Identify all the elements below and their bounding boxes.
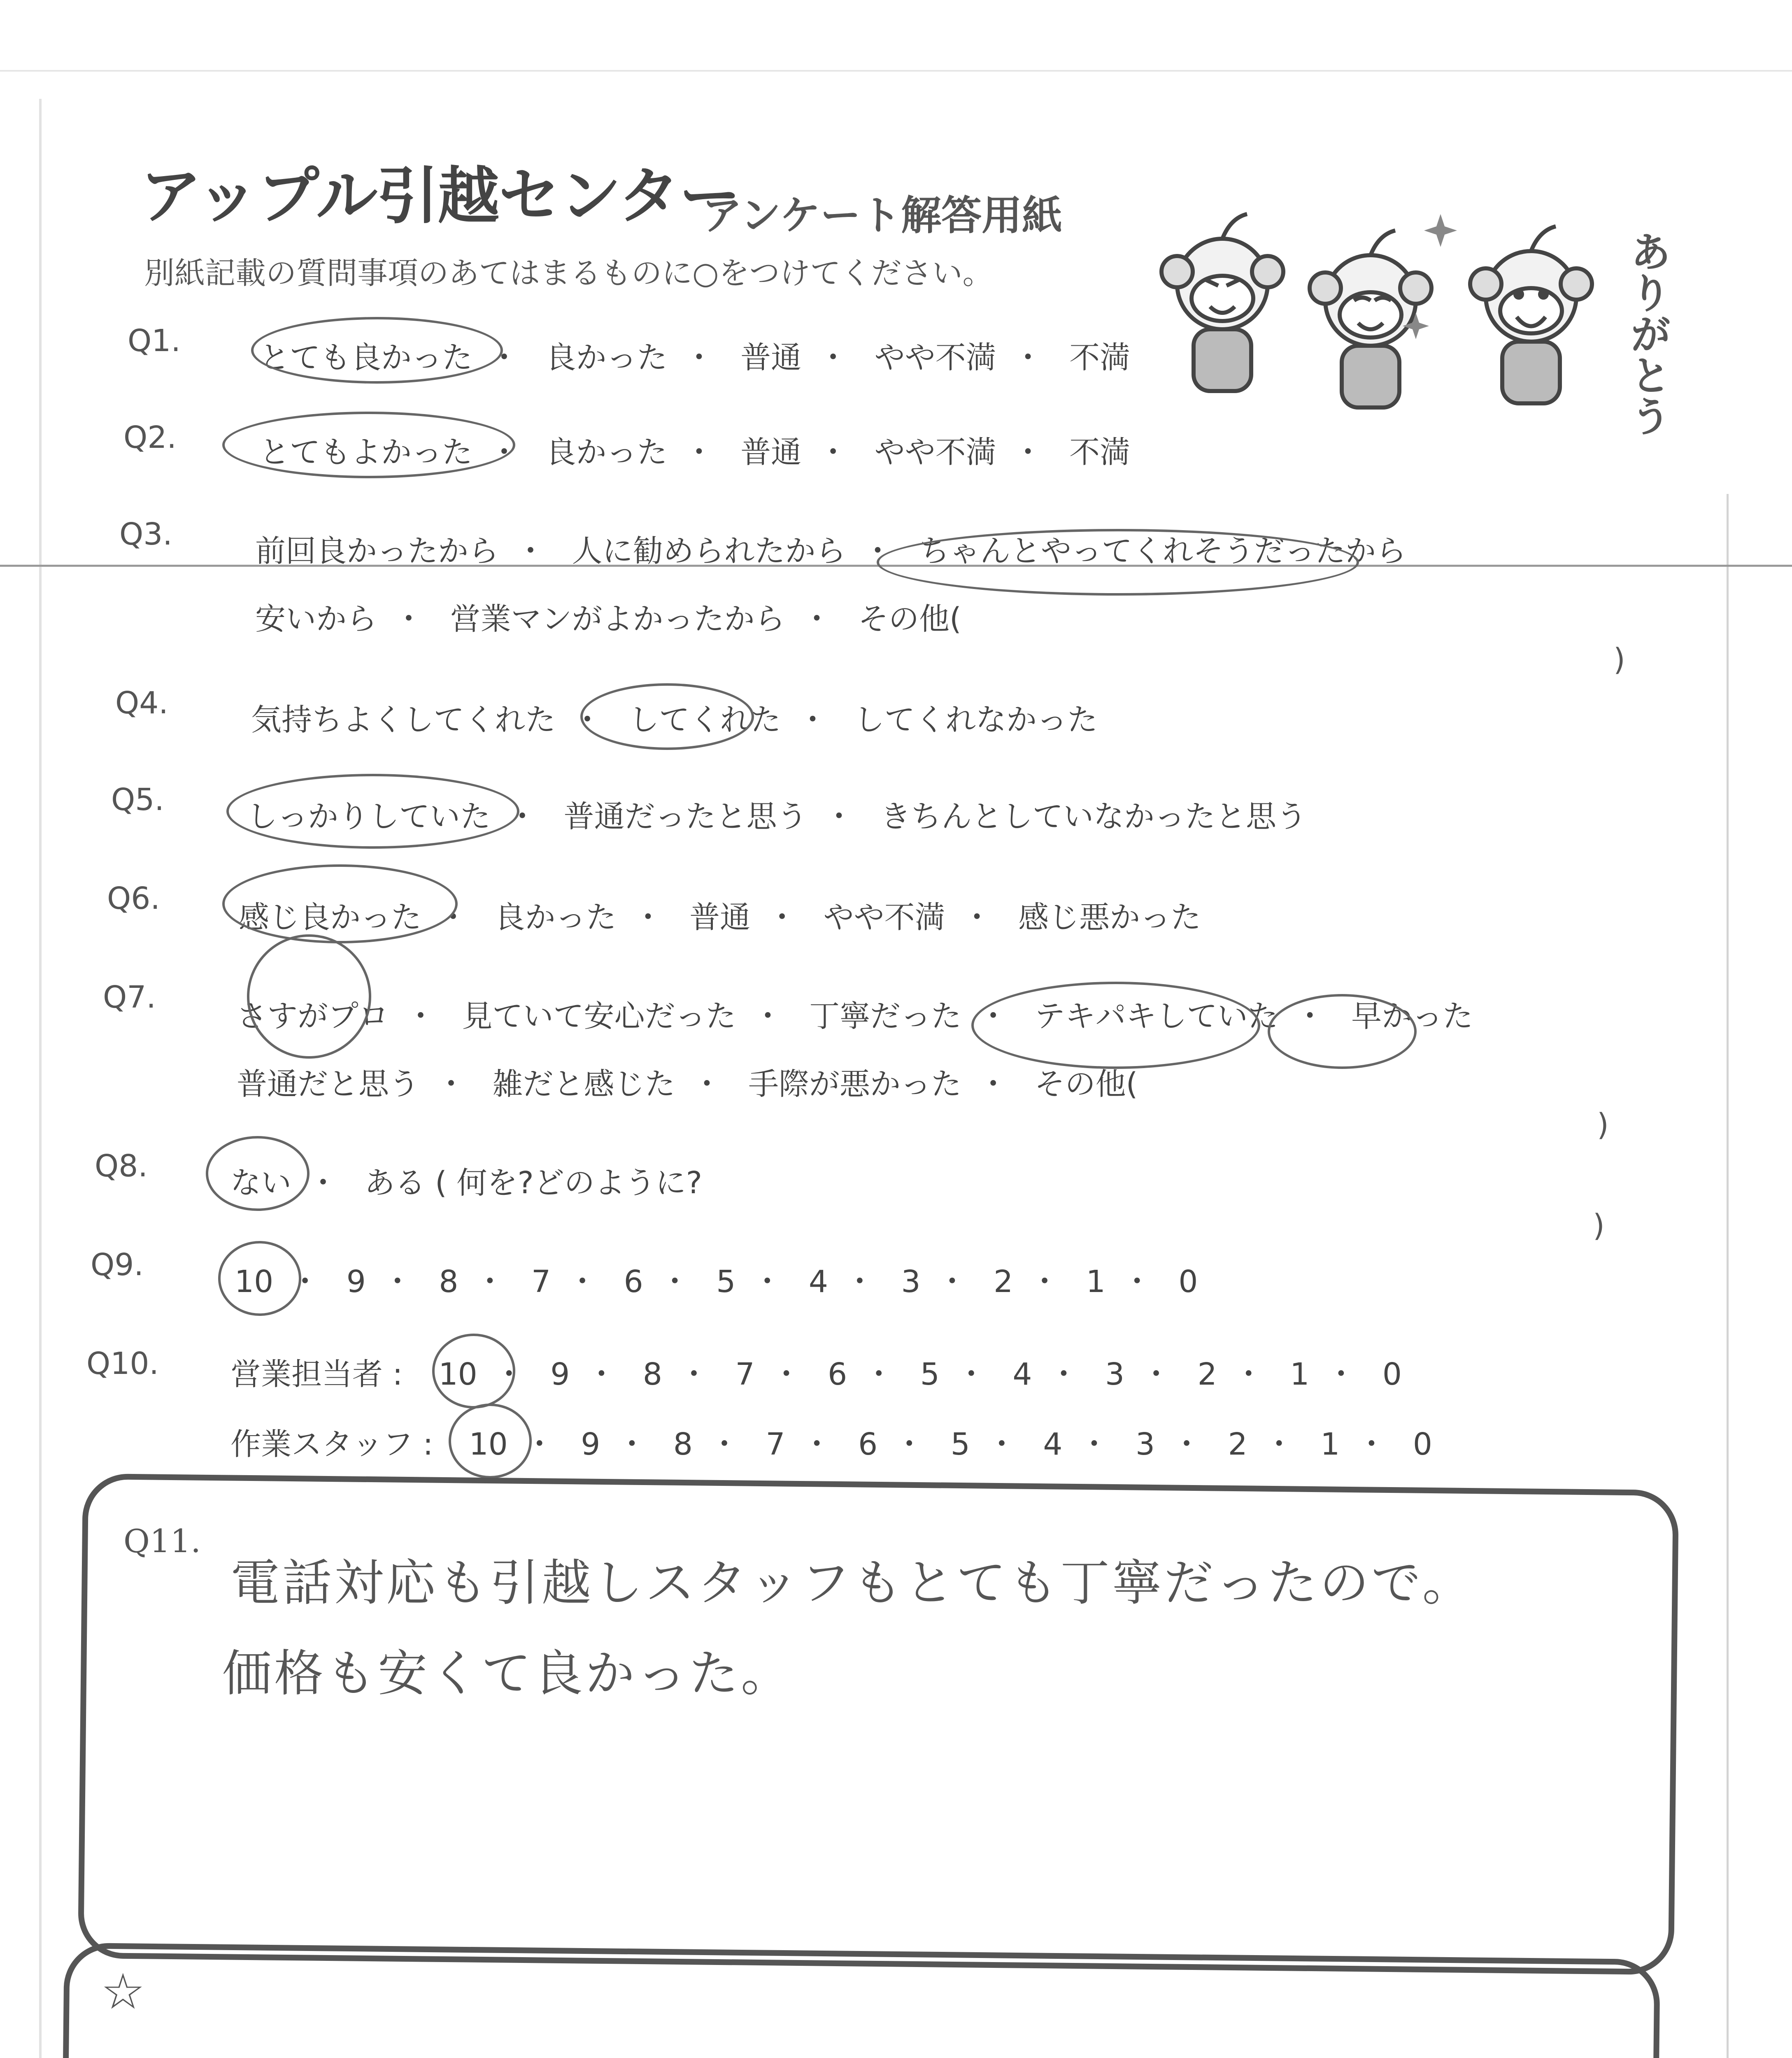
q7-option[interactable]: 普通だと思う — [237, 1066, 419, 1102]
q5-selected-circle — [226, 774, 519, 849]
q1-options: とても良かった ・ 良かった ・ 普通 ・ やや不満 ・ 不満 — [259, 333, 1130, 377]
q3-option[interactable]: 前回良かったから — [255, 533, 499, 569]
q10-sales-score[interactable]: 0 — [1382, 1357, 1402, 1392]
q1-option[interactable]: とても良かった — [259, 340, 472, 375]
q10-staff-score[interactable]: 3 — [1135, 1427, 1155, 1462]
q9-score[interactable]: 6 — [624, 1264, 643, 1299]
q9-scale: 10 ・ 9 ・ 8 ・ 7 ・ 6 ・ 5 ・ 4 ・ 3 ・ 2 ・ 1 ・ 0 — [235, 1264, 1198, 1299]
q9-score[interactable]: 7 — [531, 1264, 551, 1299]
q4-options: 気持ちよくしてくれた ・ してくれた ・ してくれなかった — [251, 696, 1098, 739]
q7-option[interactable]: さすがプロ — [237, 999, 389, 1034]
q2-option[interactable]: 不満 — [1069, 435, 1131, 470]
q3-option[interactable]: 安いから — [255, 601, 377, 637]
q9-score[interactable]: 5 — [716, 1264, 736, 1299]
q6-selected-circle — [222, 864, 458, 943]
q7-option[interactable]: テキパキしていた — [1034, 999, 1278, 1034]
q9-label: Q9. — [91, 1247, 144, 1283]
q5-option[interactable]: きちんとしていなかったと思う — [880, 799, 1307, 834]
q7-label: Q7. — [103, 980, 156, 1015]
q6-option[interactable]: 普通 — [689, 900, 751, 935]
q10-sales-score[interactable]: 5 — [920, 1357, 940, 1392]
q10-staff-score[interactable]: 4 — [1043, 1427, 1063, 1462]
q8-label: Q8. — [95, 1148, 148, 1184]
q11-label: Q11. — [123, 1523, 201, 1560]
q10-staff-selected-circle — [449, 1404, 532, 1478]
q1-option[interactable]: 不満 — [1069, 340, 1131, 375]
q7-option[interactable]: 丁寧だった — [809, 999, 962, 1034]
q5-option[interactable]: しっかりしていた — [247, 799, 491, 834]
q9-score[interactable]: 1 — [1086, 1264, 1105, 1299]
q10-staff-score[interactable]: 7 — [766, 1427, 785, 1462]
q10-staff-score[interactable]: 6 — [858, 1427, 878, 1462]
q10-sales-label: 営業担当者 : — [230, 1357, 403, 1392]
q6-option[interactable]: 良かった — [494, 900, 617, 935]
q4-label: Q4. — [115, 685, 168, 721]
q8-option[interactable]: ない — [230, 1165, 291, 1201]
q3-label: Q3. — [119, 517, 172, 552]
q10-sales-score[interactable]: 8 — [642, 1357, 662, 1392]
q11-comment-line1: 電話対応も引越しスタッフもとても丁寧だったので。 — [230, 1555, 1474, 1612]
q1-option[interactable]: 良かった — [545, 340, 668, 375]
q2-options: とてもよかった ・ 良かった ・ 普通 ・ やや不満 ・ 不満 — [259, 428, 1130, 472]
q4-option[interactable]: してくれなかった — [854, 702, 1098, 738]
q9-score[interactable]: 4 — [808, 1264, 828, 1299]
q10-staff-score[interactable]: 9 — [581, 1427, 600, 1462]
q6-options: 感じ良かった ・ 良かった ・ 普通 ・ やや不満 ・ 感じ悪かった — [239, 893, 1201, 937]
q10-sales-score[interactable]: 1 — [1290, 1357, 1310, 1392]
q10-sales-score[interactable]: 7 — [735, 1357, 755, 1392]
q4-option[interactable]: してくれた — [628, 702, 781, 738]
q3-selected-circle — [877, 529, 1359, 596]
q9-score[interactable]: 9 — [346, 1264, 366, 1299]
q10-label: Q10. — [86, 1346, 159, 1381]
q7-selected-circle-tekipaki — [971, 982, 1260, 1069]
q2-selected-circle — [222, 412, 515, 478]
q1-option[interactable]: やや不満 — [874, 340, 996, 375]
company-title: アップル引越センター — [140, 161, 740, 232]
q10-staff-label: 作業スタッフ : — [230, 1427, 433, 1462]
monkey-mascots-icon — [1144, 189, 1638, 420]
q7-option[interactable]: その他( — [1034, 1066, 1138, 1102]
q6-label: Q6. — [107, 881, 160, 916]
q5-options: しっかりしていた ・ 普通だったと思う ・ きちんとしていなかったと思う — [247, 792, 1307, 836]
q10-staff-score[interactable]: 5 — [950, 1427, 970, 1462]
q3-options-line1: 前回良かったから ・ 人に勧められたから ・ ちゃんとやってくれそうだったから — [255, 527, 1406, 570]
q10-sales-selected-circle — [432, 1334, 515, 1408]
q10-sales-row: 営業担当者 : 10 ・ 9 ・ 8 ・ 7 ・ 6 ・ 5 ・ 4 ・ 3 ・ 2 ・ 1 ・ 0 — [230, 1350, 1402, 1394]
q7-close-paren: ) — [1597, 1107, 1609, 1143]
q9-score[interactable]: 8 — [439, 1264, 458, 1299]
q10-staff-score[interactable]: 2 — [1228, 1427, 1247, 1462]
q3-option[interactable]: 営業マンがよかったから — [450, 601, 785, 637]
q10-sales-score[interactable]: 9 — [550, 1357, 570, 1392]
q10-sales-score[interactable]: 3 — [1105, 1357, 1125, 1392]
q5-label: Q5. — [111, 782, 164, 817]
q10-sales-score[interactable]: 10 — [438, 1357, 477, 1392]
q10-staff-score[interactable]: 10 — [469, 1427, 508, 1462]
q10-staff-score[interactable]: 0 — [1413, 1427, 1432, 1462]
q4-option[interactable]: 気持ちよくしてくれた — [251, 702, 556, 738]
q8-close-paren: ) — [1593, 1208, 1605, 1243]
q9-score[interactable]: 3 — [901, 1264, 921, 1299]
q1-label: Q1. — [128, 323, 181, 359]
q8-option[interactable]: ある ( 何を?どのように? — [364, 1165, 702, 1201]
q3-option[interactable]: その他( — [858, 601, 961, 637]
q2-option[interactable]: やや不満 — [874, 435, 996, 470]
q9-selected-circle — [218, 1241, 301, 1316]
q9-score[interactable]: 10 — [235, 1264, 274, 1299]
q2-label: Q2. — [123, 420, 177, 455]
q6-option[interactable]: 感じ良かった — [239, 900, 421, 935]
q8-selected-circle — [206, 1136, 310, 1211]
scan-edge-left — [39, 99, 42, 2058]
q5-option[interactable]: 普通だったと思う — [563, 799, 808, 834]
q3-close-paren: ) — [1613, 642, 1625, 677]
q8-options: ない ・ ある ( 何を?どのように? — [230, 1159, 702, 1202]
q10-staff-row: 作業スタッフ : 10 ・ 9 ・ 8 ・ 7 ・ 6 ・ 5 ・ 4 ・ 3 ・ 2 ・ 1 ・ 0 — [230, 1420, 1432, 1464]
q11-comment-line2: 価格も安くて良かった。 — [222, 1645, 793, 1702]
q10-staff-score[interactable]: 1 — [1320, 1427, 1340, 1462]
q10-sales-score[interactable]: 4 — [1012, 1357, 1032, 1392]
q9-score[interactable]: 2 — [994, 1264, 1013, 1299]
extra-comment-box[interactable] — [59, 1943, 1660, 2058]
q7-selected-circle-hayakatta — [1268, 994, 1417, 1069]
q6-option[interactable]: 感じ悪かった — [1018, 900, 1201, 935]
q1-option[interactable]: 普通 — [740, 340, 802, 375]
q7-options-line1: さすがプロ ・ 見ていて安心だった ・ 丁寧だった ・ テキパキしていた ・ 早かった — [237, 992, 1473, 1036]
q3-option[interactable]: ちゃんとやってくれそうだったから — [919, 533, 1407, 569]
scan-edge-right — [1727, 494, 1729, 2058]
q10-staff-score[interactable]: 8 — [673, 1427, 693, 1462]
q9-score[interactable]: 0 — [1178, 1264, 1198, 1299]
q7-option[interactable]: 見ていて安心だった — [462, 999, 736, 1034]
q7-option[interactable]: 早かった — [1351, 999, 1473, 1034]
instructions: 別紙記載の質問事項のあてはまるものに○をつけてください。 — [144, 256, 993, 291]
q2-option[interactable]: 普通 — [740, 435, 802, 470]
q4-selected-circle — [580, 683, 754, 750]
q7-option[interactable]: 雑だと感じた — [492, 1066, 675, 1102]
q2-option[interactable]: とてもよかった — [259, 435, 472, 470]
q7-options-line2: 普通だと思う ・ 雑だと感じた ・ 手際が悪かった ・ その他( — [237, 1060, 1138, 1103]
thanks-text: ありがとう — [1623, 230, 1671, 436]
scan-edge-top — [0, 70, 1792, 72]
q10-sales-score[interactable]: 6 — [828, 1357, 847, 1392]
q2-option[interactable]: 良かった — [545, 435, 668, 470]
q3-option[interactable]: 人に勧められたから — [572, 533, 846, 569]
q3-options-line2: 安いから ・ 営業マンがよかったから ・ その他( — [255, 595, 961, 638]
q1-selected-circle — [251, 317, 503, 384]
q6-option[interactable]: やや不満 — [823, 900, 945, 935]
star-icon: ☆ — [101, 1963, 145, 2021]
q7-selected-circle-pro — [247, 934, 371, 1059]
q10-sales-score[interactable]: 2 — [1197, 1357, 1217, 1392]
form-subtitle: アンケート解答用紙 — [702, 192, 1063, 239]
q7-option[interactable]: 手際が悪かった — [748, 1066, 962, 1102]
